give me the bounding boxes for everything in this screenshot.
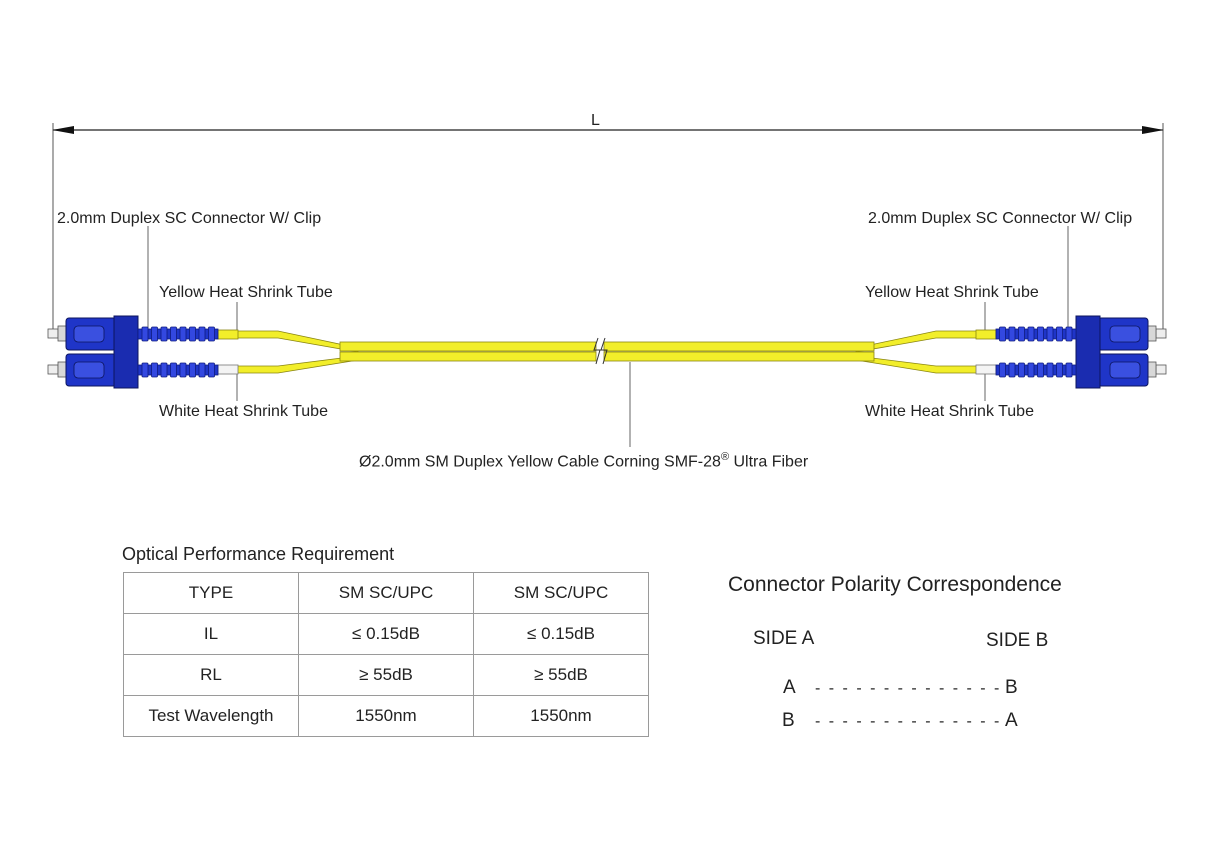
registered-mark: ® xyxy=(720,451,730,463)
boot-rib xyxy=(190,327,196,341)
pair-1-side-b: B xyxy=(1005,677,1018,698)
table-cell: TYPE xyxy=(124,573,299,614)
boot-rib xyxy=(190,363,196,377)
right-boots xyxy=(996,327,1076,377)
side-a-label: SIDE A xyxy=(753,628,815,649)
table-row xyxy=(124,696,649,737)
boot-rib xyxy=(161,363,167,377)
left-boots xyxy=(138,327,218,377)
performance-table xyxy=(123,572,649,737)
boot-rib xyxy=(1066,327,1072,341)
left-white-tube-label: White Heat Shrink Tube xyxy=(159,403,328,420)
right-yellow-tube-label: Yellow Heat Shrink Tube xyxy=(865,284,1039,301)
cable-label-tail: Ultra Fiber xyxy=(729,453,809,471)
left-white-heat-shrink xyxy=(218,365,238,374)
side-b-label: SIDE B xyxy=(986,630,1049,651)
boot-rib xyxy=(142,363,148,377)
boot-rib xyxy=(1009,363,1015,377)
pair-2-side-b: A xyxy=(1005,710,1018,731)
table-cell: 1550nm xyxy=(474,696,649,737)
boot-rib xyxy=(1066,363,1072,377)
boot-rib xyxy=(152,327,158,341)
table-cell: SM SC/UPC xyxy=(474,573,649,614)
boot-rib xyxy=(199,363,205,377)
table-cell: ≤ 0.15dB xyxy=(299,614,474,655)
right-connector-label: 2.0mm Duplex SC Connector W/ Clip xyxy=(868,210,1133,227)
pair-2-side-a: B xyxy=(782,710,795,731)
duplex-cable xyxy=(218,331,996,373)
polarity-title: Connector Polarity Correspondence xyxy=(728,573,1062,596)
boot-rib xyxy=(152,363,158,377)
boot-rib xyxy=(1057,363,1063,377)
boot-rib xyxy=(1028,327,1034,341)
right-white-heat-shrink xyxy=(976,365,996,374)
boot-rib xyxy=(1028,363,1034,377)
table-row xyxy=(124,614,649,655)
boot-rib xyxy=(1038,327,1044,341)
table-cell: 1550nm xyxy=(299,696,474,737)
left-yellow-tube-label: Yellow Heat Shrink Tube xyxy=(159,284,333,301)
table-cell: ≥ 55dB xyxy=(474,655,649,696)
table-row xyxy=(124,655,649,696)
pair-1-dashes: - - - - - - - - - - - - - - xyxy=(815,680,1002,697)
table-cell: Test Wavelength xyxy=(124,696,299,737)
boot-rib xyxy=(1009,327,1015,341)
table-cell: IL xyxy=(124,614,299,655)
boot-rib xyxy=(199,327,205,341)
table-cell: ≥ 55dB xyxy=(299,655,474,696)
boot-rib xyxy=(209,327,215,341)
boot-rib xyxy=(1057,327,1063,341)
boot-body xyxy=(996,329,1076,339)
right-white-tube-label: White Heat Shrink Tube xyxy=(865,403,1034,420)
boot-rib xyxy=(1000,363,1006,377)
boot-rib xyxy=(1047,327,1053,341)
table-cell: ≤ 0.15dB xyxy=(474,614,649,655)
boot-rib xyxy=(209,363,215,377)
length-label: L xyxy=(591,112,600,129)
performance-title: Optical Performance Requirement xyxy=(122,544,395,564)
boot-rib xyxy=(1038,363,1044,377)
boot-rib xyxy=(180,327,186,341)
boot-rib xyxy=(171,327,177,341)
boot-rib xyxy=(1019,363,1025,377)
boot-rib xyxy=(142,327,148,341)
table-row xyxy=(124,573,649,614)
boot-rib xyxy=(180,363,186,377)
cable-label xyxy=(359,451,808,471)
boot-rib xyxy=(1000,327,1006,341)
table-cell: SM SC/UPC xyxy=(299,573,474,614)
boot-body xyxy=(138,365,218,375)
boot-body xyxy=(996,365,1076,375)
left-sc-connector xyxy=(48,316,138,388)
cable-label-main: Ø2.0mm SM Duplex Yellow Cable Corning SMF-28 xyxy=(359,453,721,471)
boot-body xyxy=(138,329,218,339)
boot-rib xyxy=(1047,363,1053,377)
table-cell: RL xyxy=(124,655,299,696)
pair-1-side-a: A xyxy=(783,677,796,698)
boot-rib xyxy=(1019,327,1025,341)
left-yellow-heat-shrink xyxy=(218,330,238,339)
left-connector-label: 2.0mm Duplex SC Connector W/ Clip xyxy=(57,210,322,227)
right-yellow-heat-shrink xyxy=(976,330,996,339)
boot-rib xyxy=(171,363,177,377)
boot-rib xyxy=(161,327,167,341)
pair-2-dashes: - - - - - - - - - - - - - - xyxy=(815,713,1002,730)
right-sc-connector xyxy=(1076,316,1166,388)
